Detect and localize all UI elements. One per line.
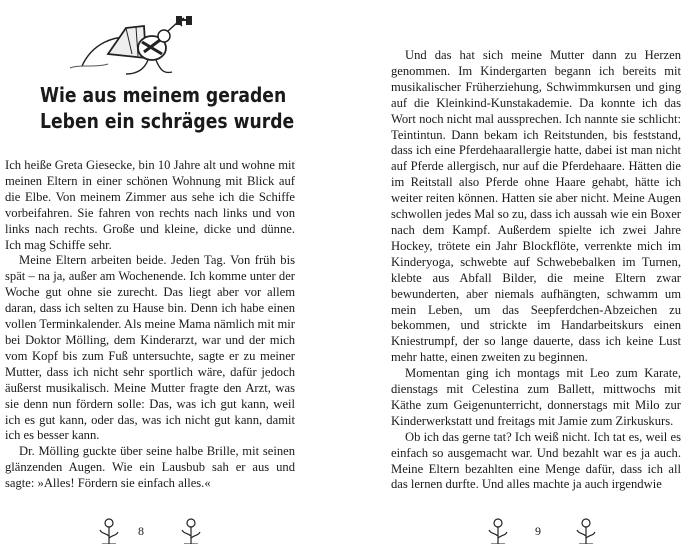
paragraph: Meine Eltern arbeiten beide. Jeden Tag. Von früh bis spät – na ja, außer am Wochenende. Ich komme unter der Woche gut ohne sie zurecht. Das liegt aber vor allem daran, dass ich selten zu Hause bin. Denn ich habe einen vollen Terminkalender. Als meine Mama nämlich mit mir bei Doktor Mölling, dem Kinderarzt, war und der mich vom Kopf bis zum Fuß untersuchte, sagte er zu meiner Mutter, dass ich nicht sehr sportlich wäre, dafür jedoch äußerst musikalisch. Meine Mutter fragte den Arzt, was sie denn nun fördern solle: Das, was ich gut kann, weil ich es gut kann, oder das, was ich nicht gut kann, damit ich es besser kann. — [5, 253, 295, 443]
chapter-title-line-2: Leben ein schräges wurde — [40, 109, 295, 133]
chapter-title — [40, 82, 295, 134]
flower-icon — [96, 514, 122, 544]
left-footer — [0, 514, 345, 544]
page-number: 8 — [138, 524, 144, 538]
paragraph: Momentan ging ich montags mit Leo zum Karate, dienstags mit Celestina zum Ballett, mittwochs mit Käthe zum Geigenunterricht, donnerstags mit Milo zur Kinderwerkstatt und freitags mit Jamie zum Zirkuskurs. — [391, 366, 681, 428]
paragraph: Ob ich das gerne tat? Ich weiß nicht. Ich tat es, weil es einfach so ausgemacht war. Und bezahlt war es ja auch. Meine Eltern bezahlten eine Menge dafür, dass ich all das lernen durfte. Und alles machte ja auch irgendwie — [391, 429, 681, 492]
paragraph: Ich heiße Greta Giesecke, bin 10 Jahre alt und wohne mit meinen Eltern in einer schönen Wohnung mit Blick auf die Elbe. Von meinem Zimmer aus sehe ich die Schiffe vorbeifahren. Sie fahren von rechts nach links und von links nach rechts. Große und kleine, dicke und dünne. Ich mag Schiffe sehr. — [5, 158, 295, 252]
flower-icon — [485, 514, 511, 544]
paragraph: Dr. Mölling guckte über seine halbe Brille, mit seinen glänzenden Augen. Wie ein Lausbub sah er aus und sagte: »Alles! Fördern sie einfach alles.« — [5, 444, 295, 491]
flower-icon — [573, 514, 599, 544]
right-footer — [345, 514, 690, 544]
page-number: 9 — [535, 524, 541, 538]
paragraph: Und das hat sich meine Mutter dann zu Herzen genommen. Im Kindergarten begann ich bereits mit musikalischer Früherziehung, Schwimmkursen und ging auf die Kleinkind-Kunstakademie. Da konnte ich das Wort noch nicht mal aussprechen. Ich nannte sie schlicht: Teintintun. Dann bekam ich Reitstunden, bis feststand, dass ich eine Pferdehaarallergie hatte, dabei ist man nicht auf Pferde allergisch, nur auf die Pferdehaare. Hätten die im Reitstall also Pferde ohne Haare gehabt, hätte ich weiter reiten können. Hatten sie aber nicht. Meine Augen schwollen jedes Mal so zu, dass ich aussah wie ein Boxer nach dem Kampf. Außerdem spielte ich zwei Jahre Hockey, trötete ein Jahr Blockflöte, verrenkte mich im Kinderyoga, schwebte auf Schwebebalken im Turnen, klebte aus Abfall Bilder, die meine Eltern zwar bewunderten, aber niemals aufhängten, schwamm um mein Leben, um das Seepferdchen-Abzeichen zu bekommen, und strickte im Handarbeitskurs einen Kniestrumpf, der so lange dauerte, dass ich keine Lust mehr hatte, einen zweiten zu beginnen. — [391, 48, 681, 365]
left-body-text — [5, 158, 295, 492]
bee-illustration — [52, 14, 202, 80]
flower-icon — [178, 514, 204, 544]
chapter-title-line-1: Wie aus meinem geraden — [40, 83, 287, 107]
right-page — [345, 0, 690, 552]
right-body-text — [391, 48, 681, 493]
